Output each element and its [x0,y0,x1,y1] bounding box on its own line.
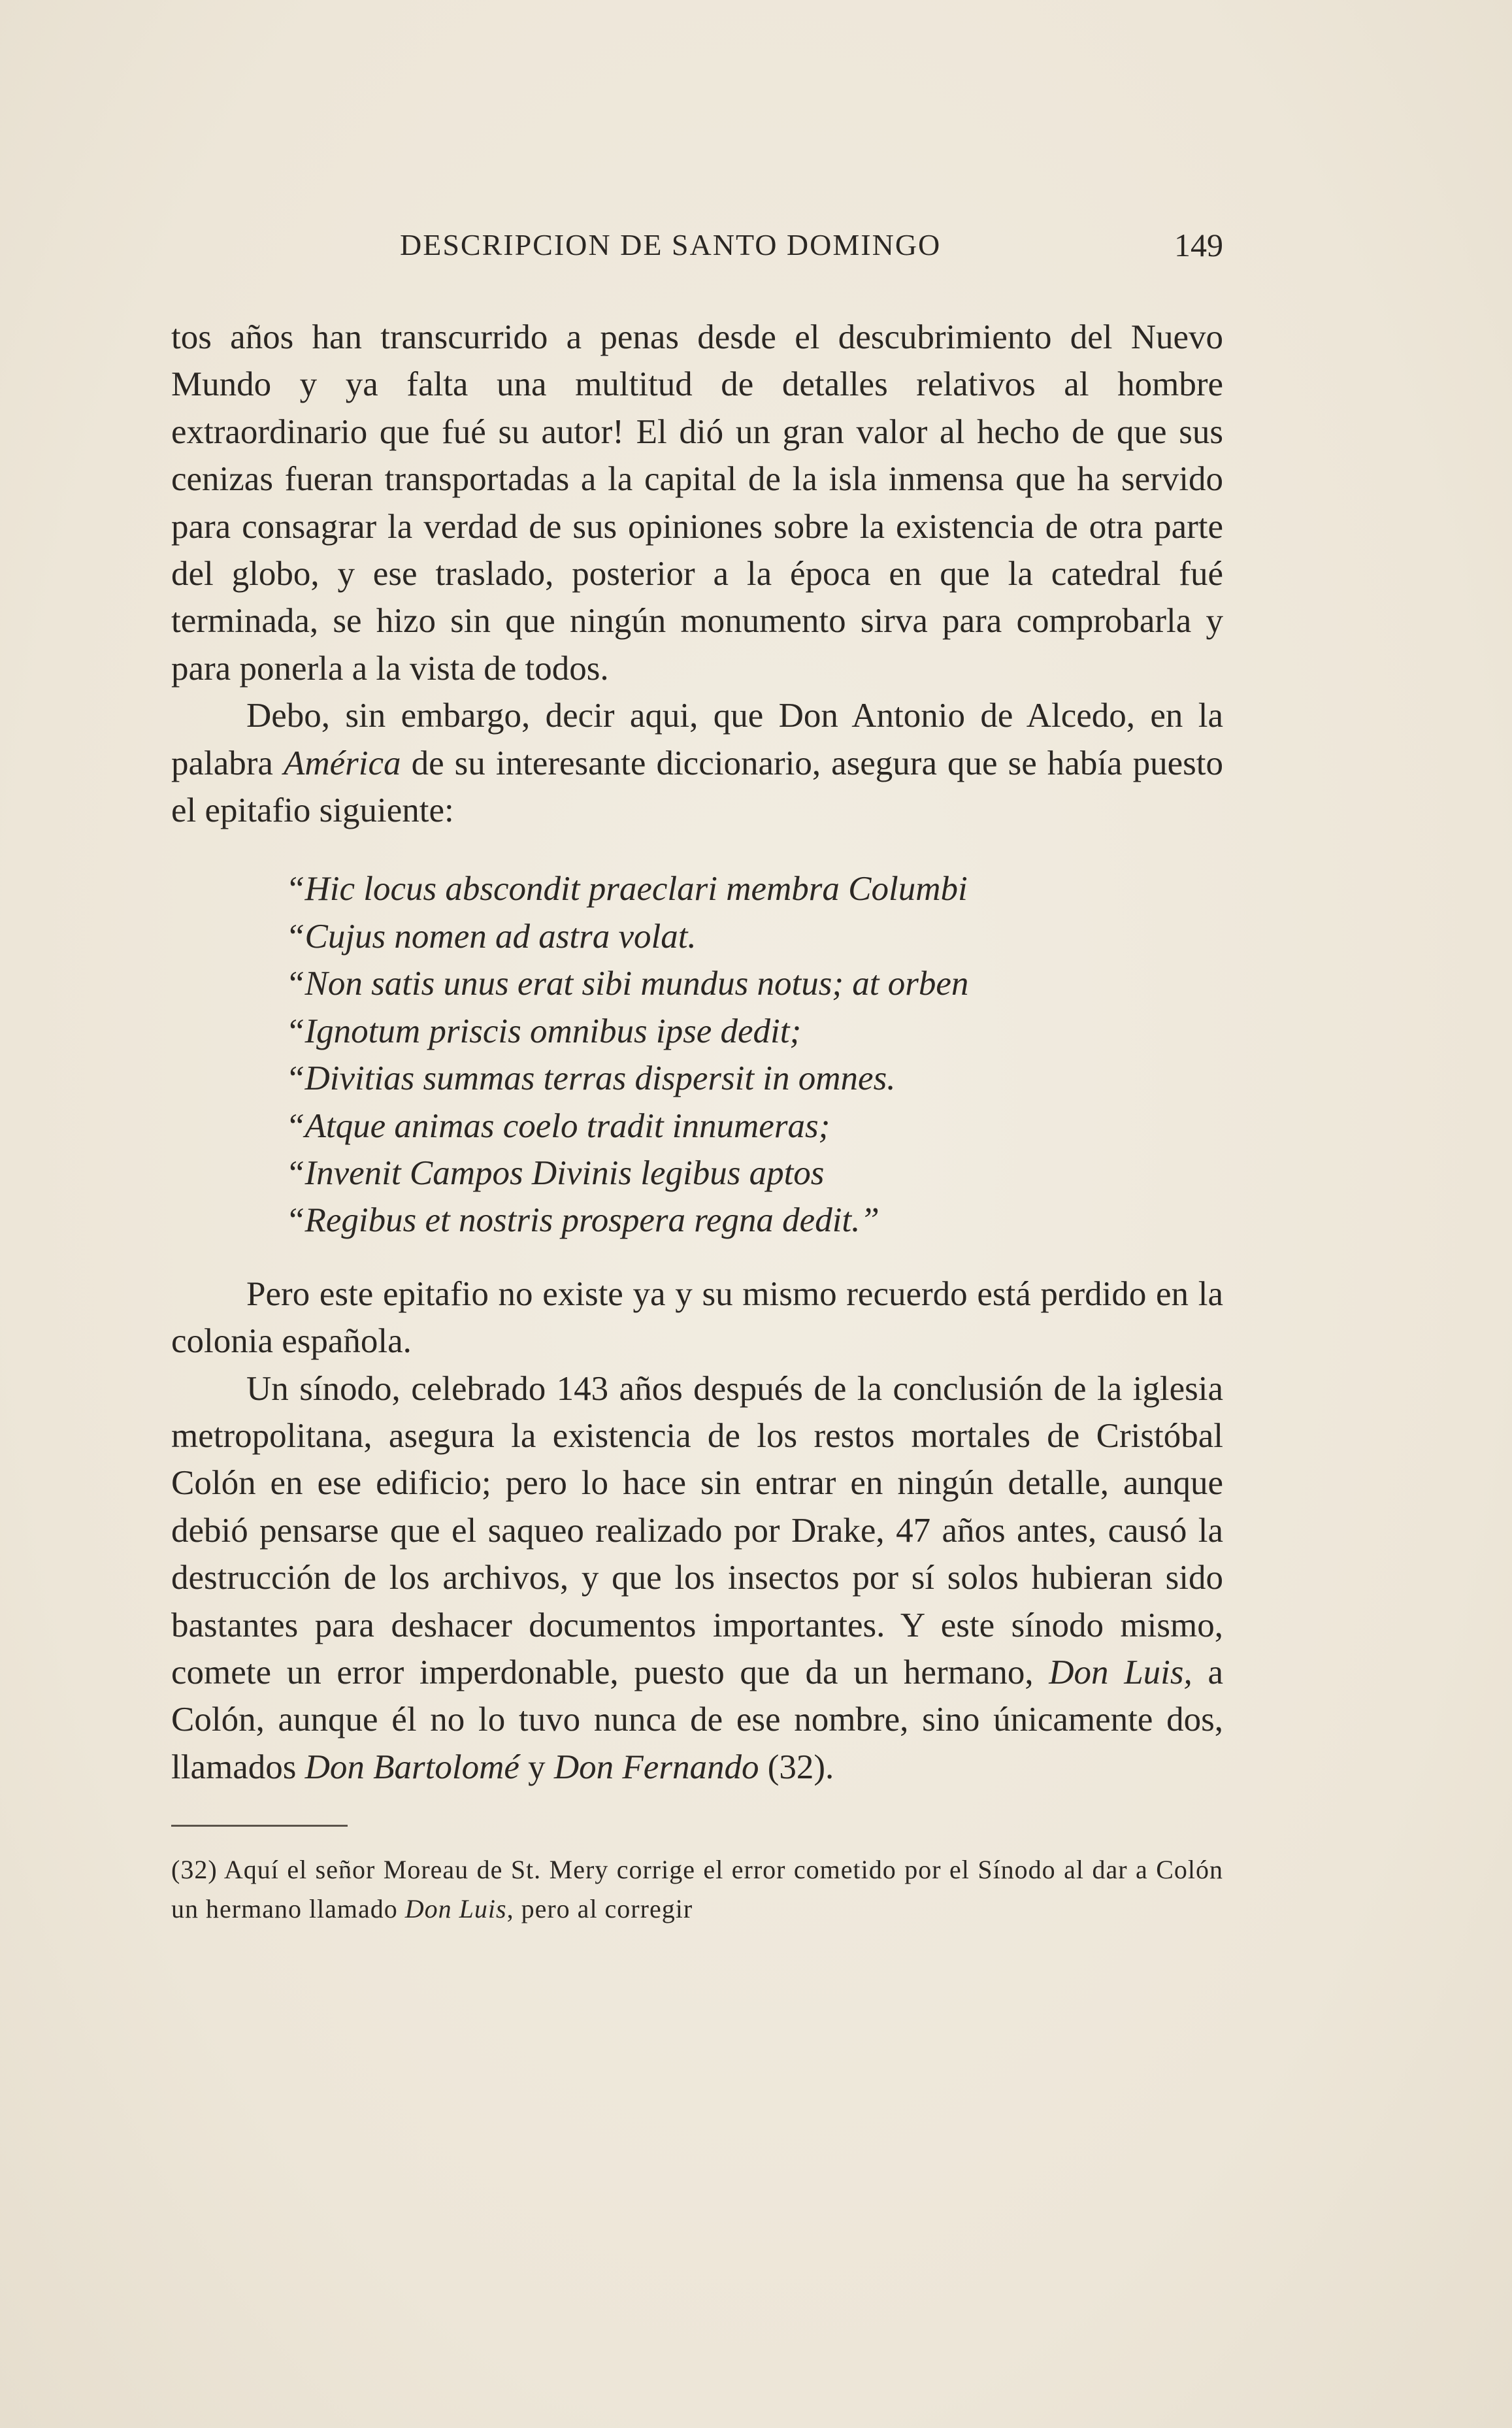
footnote-italic: Don Luis [404,1894,507,1924]
paragraph-4-text-a: Un sínodo, celebrado 143 años después de la conclusión de la iglesia metropolitana, asegura la existencia de los restos mortales de Cristóbal Colón en ese edificio; pero lo hace sin entrar en ningún detalle, aunque debió pensarse que el saqueo realizado por Drake, 47 años antes, causó la destrucción de los archivos, y que los insectos por sí solos hubieran sido bastantes para deshacer documentos importantes. Y este sínodo mismo, comete un error imperdonable, puesto que da un hermano, [171,1369,1223,1691]
paragraph-3: Pero este epitafio no existe ya y su mismo recuerdo está perdido en la colonia española. [171,1274,1223,1361]
footnote-text-a: (32) Aquí el señor Moreau de St. Mery corrige el error cometido por el Sínodo al dar a Colón un hermano llamado [171,1855,1223,1924]
paragraph-4-italic-2: Don Bartolomé [304,1748,519,1786]
epitaph-line: “Atque animas coelo tradit innumeras; [286,1106,830,1145]
footnote-32 [171,1850,1223,1929]
page-number: 149 [1174,227,1223,263]
epitaph-line: “Invenit Campos Divinis legibus aptos [286,1154,825,1192]
paragraph-4-text-b: a Colón, aunque él no lo tuvo nunca de ese nombre, sino únicamente dos, llamados [171,1653,1223,1786]
footnote-text-b: , pero al corregir [506,1894,693,1924]
epitaph-line: “Cujus nomen ad astra volat. [286,917,697,956]
paragraph-2-italic: América [284,744,401,782]
main-text [171,314,1223,1929]
paragraph-1: tos años han transcurrido a penas desde el descubrimiento del Nuevo Mundo y ya falta una multitud de detalles relativos al hombre extraordinario que fué su autor! El dió un gran valor al hecho de que sus cenizas fueran transportadas a la capital de la isla inmensa que ha servido para consagrar la verdad de sus opiniones sobre la existencia de otra parte del globo, y ese traslado, posterior a la época en que la catedral fué terminada, se hizo sin que ningún monumento sirva para comprobarla y para ponerla a la vista de todos. [171,318,1223,688]
epitaph-line: “Regibus et nostris prospera regna dedit.” [286,1201,879,1240]
page-header [171,222,1223,268]
paragraph-4-text-c: y [519,1748,554,1786]
running-title: DESCRIPCION DE SANTO DOMINGO [400,228,942,261]
epitaph-line: “Non satis unus erat sibi mundus notus; at orben [286,965,969,1003]
epitaph-verse [286,865,1223,1244]
footnote-divider [171,1825,348,1827]
epitaph-line: “Divitias summas terras dispersit in omnes. [286,1059,896,1098]
epitaph-line: “Hic locus abscondit praeclari membra Columbi [286,870,968,908]
paragraph-2-text-a: Debo, sin embargo, decir aqui, que Don Antonio de Alcedo, en la palabra [171,697,1223,782]
paragraph-4-text-d: (32). [759,1748,834,1786]
paragraph-2-text-b: de su interesante diccionario, asegura que se había puesto el epitafio siguiente: [171,744,1223,830]
paragraph-4 [171,1365,1223,1791]
paragraph-2 [171,692,1223,834]
epitaph-line: “Ignotum priscis omnibus ipse dedit; [286,1012,802,1050]
paragraph-4-italic-1: Don Luis, [1049,1653,1192,1691]
paragraph-4-italic-3: Don Fernando [553,1748,759,1786]
